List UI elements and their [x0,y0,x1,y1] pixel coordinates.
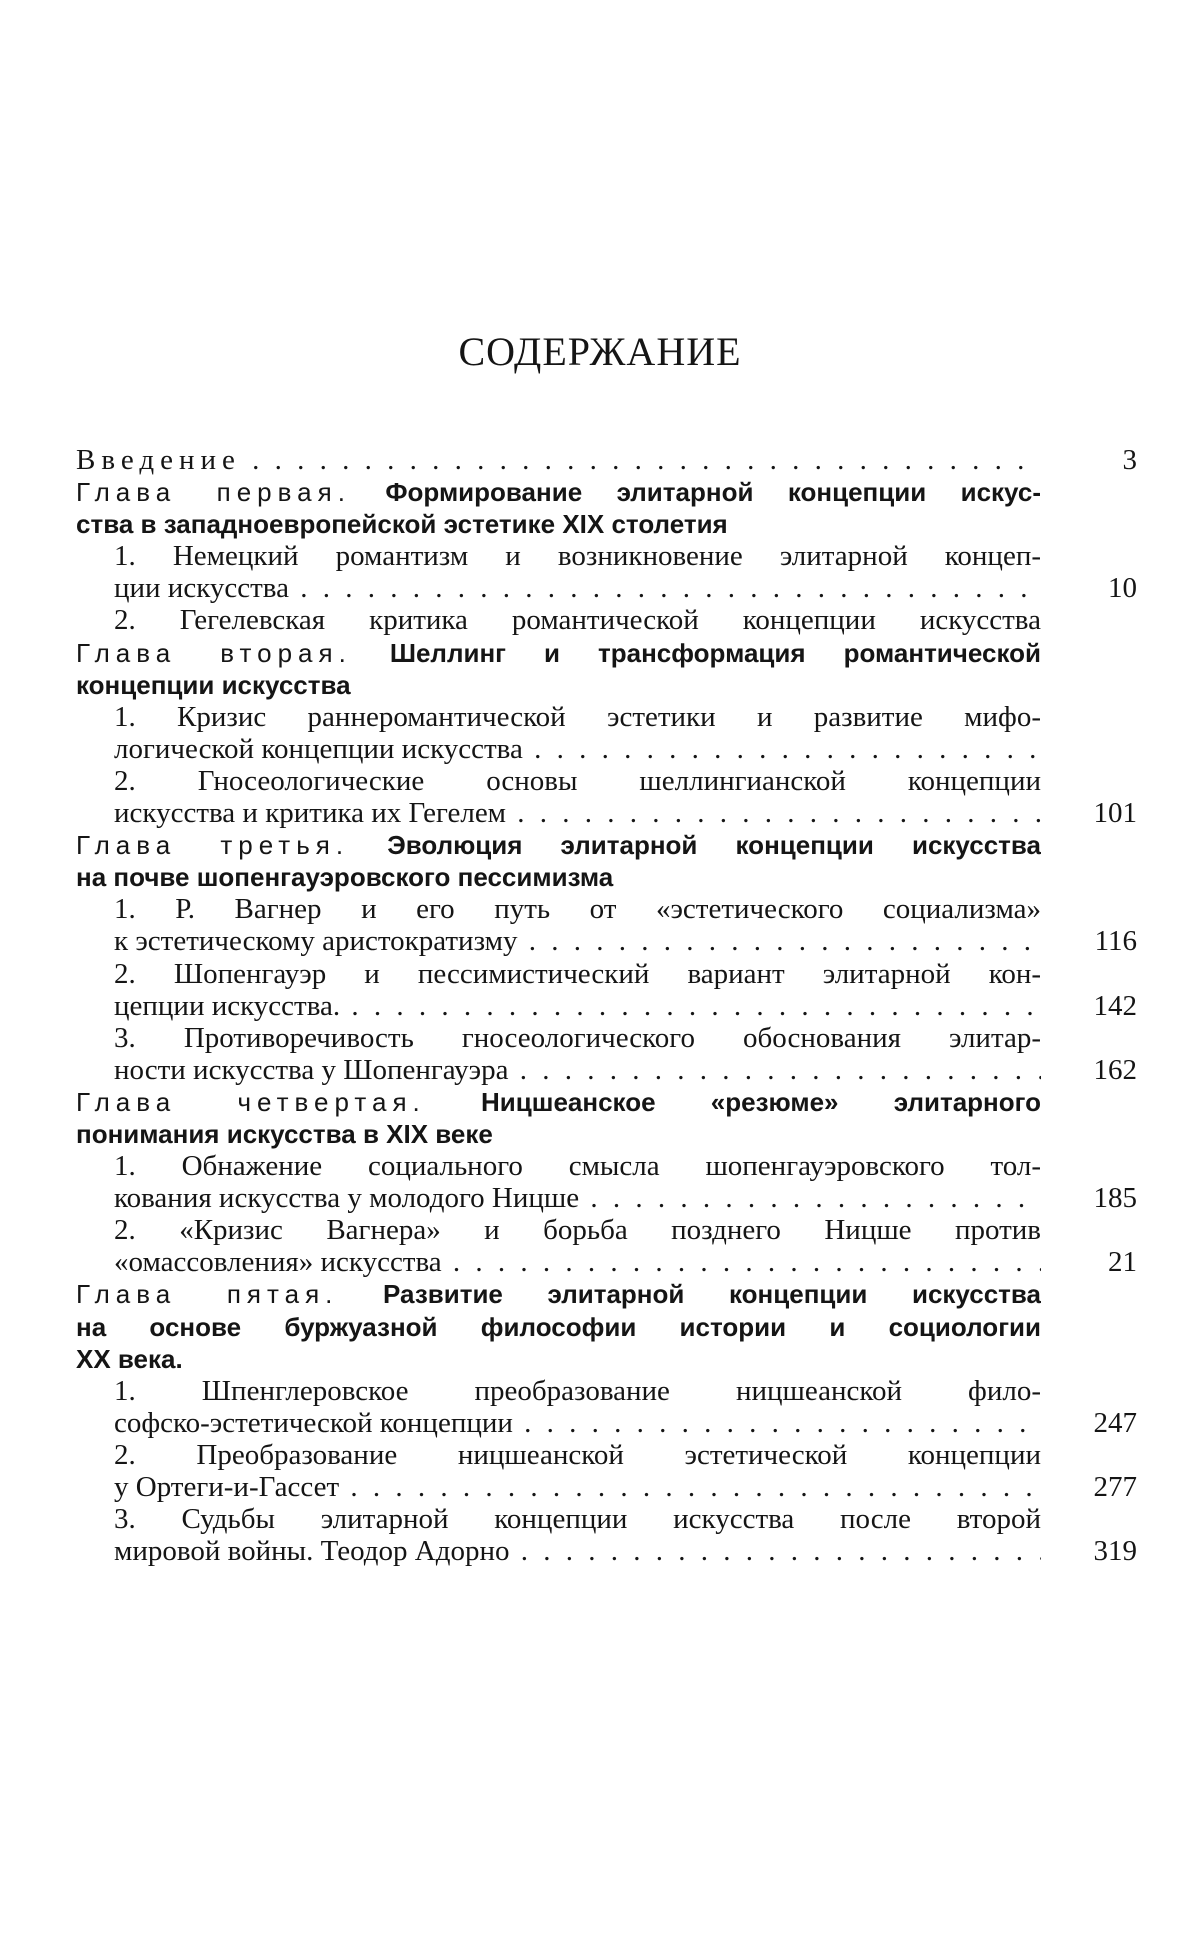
toc-section-5-3[interactable] [76,1503,1137,1535]
chapter-heading-line-2 [76,861,1137,893]
toc-section-2-1[interactable] [76,701,1137,733]
section-title: 1. Кризис раннеромантической эстетики и развитие мифо- [114,700,1041,733]
chapter-heading-line: Глава первая. Формирование элитарной концепции искус- [76,477,1041,508]
page-title: СОДЕРЖАНИЕ [458,329,742,374]
page-number: 101 [1093,797,1137,830]
section-title-cont: к эстетическому аристократизму . . . [114,925,1041,957]
page-number: 247 [1093,1406,1137,1439]
page-number: 277 [1093,1471,1137,1503]
section-title-cont-line [76,733,1137,765]
page-number: 21 [1108,1246,1137,1279]
table-of-contents [76,444,1137,1567]
section-title: 2. Преобразование ницшеанской эстетической концепции [114,1438,1041,1471]
section-title-cont: цепции искусства. . . . [114,990,1041,1022]
toc-section-2-2[interactable] [76,765,1137,797]
section-title-cont-line [76,1182,1137,1214]
toc-section-3-3[interactable] [76,1022,1137,1054]
section-title-cont: софско-эстетической концепции . . . [114,1407,1041,1439]
toc-section-1-2[interactable] [76,604,1137,636]
section-title-cont-line [76,1535,1137,1567]
page-number: 10 [1108,572,1137,605]
page-number: 3 [1122,444,1137,476]
section-title-cont-line [76,797,1137,829]
toc-section-1-1[interactable] [76,540,1137,572]
toc-section-3-2[interactable] [76,958,1137,990]
chapter-heading-line: Глава третья. Эволюция элитарной концепции искусства [76,830,1041,861]
chapter-title-cont: XX века. [76,1343,183,1374]
section-title: 2. Гегелевская критика романтической концепции искусства [114,604,1041,637]
toc-chapter-3[interactable] [76,829,1137,861]
section-title-cont: у Ортеги-и-Гассет . . . [114,1471,1041,1503]
section-title-cont-line [76,925,1137,957]
chapter-heading-line-2 [76,508,1137,540]
section-title-cont: искусства и критика их Гегелем . . . [114,797,1041,829]
section-title: 3. Судьбы элитарной концепции искусства после второй [114,1503,1041,1536]
chapter-title-cont: на почве шопенгауэровского пессимизма [76,862,614,893]
section-title-cont: «омассовления» искусства . . . [114,1246,1041,1278]
chapter-heading-line-3 [76,1343,1137,1375]
page-number: 319 [1093,1535,1137,1568]
section-title: 2. Гносеологические основы шеллингианской концепции [114,764,1041,797]
toc-section-4-2[interactable] [76,1214,1137,1246]
section-title-cont-line [76,1054,1137,1086]
page-number: 162 [1093,1053,1137,1086]
page-number: 142 [1093,989,1137,1022]
section-title-cont: ности искусства у Шопенгауэра . . . [114,1054,1041,1086]
toc-chapter-4[interactable] [76,1086,1137,1118]
page-number: 185 [1093,1182,1137,1215]
section-title-cont: ции искусства . . . [114,572,1041,604]
chapter-heading-line: Глава четвертая. Ницшеанское «резюме» элитарного [76,1086,1041,1117]
toc-chapter-1[interactable] [76,476,1137,508]
section-title: 1. Обнажение социального смысла шопенгауэровского тол- [114,1150,1041,1183]
section-title: 2. «Кризис Вагнера» и борьба позднего Ницше против [114,1214,1041,1247]
section-title-cont-line [76,1407,1137,1439]
chapter-heading-line: Глава вторая. Шеллинг и трансформация романтической [76,637,1041,668]
section-title-cont: кования искусства у молодого Ницше . . . [114,1182,1041,1214]
chapter-heading-line-2 [76,1311,1137,1343]
toc-entry-introduction[interactable] [76,444,1137,476]
section-title-cont-line [76,572,1137,604]
section-title: 1. Немецкий романтизм и возникновение элитарной концеп- [114,540,1041,573]
chapter-heading-line: Глава пятая. Развитие элитарной концепции искусства [76,1279,1041,1310]
section-title-cont-line [76,1471,1137,1503]
chapter-heading-line-2 [76,669,1137,701]
chapter-title-cont: ства в западноевропейской эстетике XIX столетия [76,509,728,540]
chapter-heading-line-2 [76,1118,1137,1150]
section-title-cont: логической концепции искусства . . . [114,733,1041,765]
toc-chapter-5[interactable] [76,1278,1137,1310]
toc-section-3-1[interactable] [76,893,1137,925]
section-title: 2. Шопенгауэр и пессимистический вариант элитарной кон- [114,957,1041,990]
chapter-title-cont: концепции искусства [76,669,351,700]
section-title-cont-line [76,990,1137,1022]
section-title: 3. Противоречивость гносеологического обоснования элитар- [114,1021,1041,1054]
toc-section-5-1[interactable] [76,1375,1137,1407]
entry-label: Введение . . . [76,444,1041,476]
section-title-cont-line [76,1246,1137,1278]
toc-section-5-2[interactable] [76,1439,1137,1471]
section-title: 1. Шпенглеровское преобразование ницшеанской фило- [114,1374,1041,1407]
toc-section-4-1[interactable] [76,1150,1137,1182]
chapter-title-cont: понимания искусства в XIX веке [76,1118,493,1149]
section-title-cont: мировой войны. Теодор Адорно . . . [114,1535,1041,1567]
chapter-title-cont: на основе буржуазной философии истории и социологии [76,1311,1041,1342]
toc-chapter-2[interactable] [76,637,1137,669]
section-title: 1. Р. Вагнер и его путь от «эстетического социализма» [114,893,1041,926]
page-number: 116 [1094,925,1137,958]
